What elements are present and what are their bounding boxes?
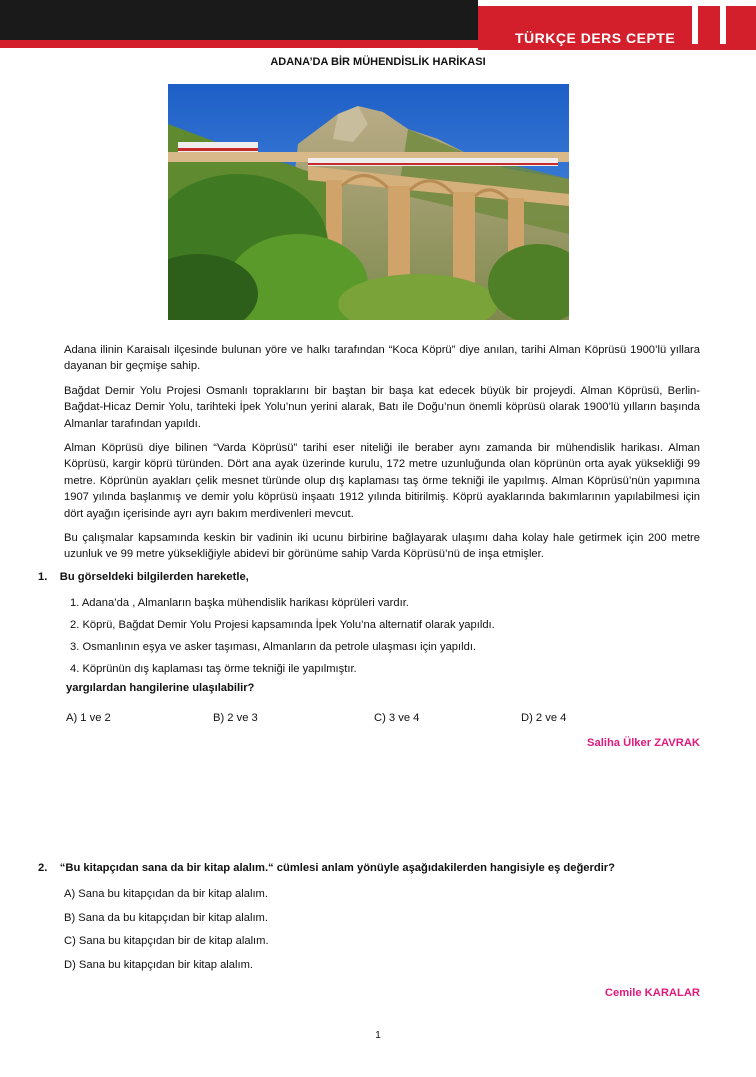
question-stem: Bu görseldeki bilgilerden hareketle, xyxy=(59,571,249,583)
header-divider xyxy=(478,0,756,6)
question-1-stem xyxy=(38,571,249,583)
question-stem: “Bu kitapçıdan sana da bir kitap alalım.“ cümlesi anlam yönüyle aşağıdakilerden hangisiyle eş değerdir? xyxy=(59,862,615,874)
question-2-options xyxy=(64,883,269,977)
list-item: 2. Köprü, Bağdat Demir Yolu Projesi kapsamında İpek Yolu’na alternatif olarak yapıldı. xyxy=(70,619,495,631)
header-bar xyxy=(0,0,478,40)
brand-title: TÜRKÇE DERS CEPTE xyxy=(515,30,676,46)
article-paragraph: Adana ilinin Karaisalı ilçesinde bulunan yöre ve halkı tarafından “Koca Köprü” diye anılan, tarihi Alman Köprüsü 1900’lü yıllara dayanan bir geçmişe sahip. xyxy=(64,344,700,373)
option-a[interactable]: A) 1 ve 2 xyxy=(66,712,111,724)
option-a[interactable]: A) Sana bu kitapçıdan da bir kitap alalım. xyxy=(64,888,268,900)
question-2-stem xyxy=(38,862,615,874)
page-number: 1 xyxy=(375,1030,381,1041)
option-d[interactable]: D) Sana bu kitapçıdan bir kitap alalım. xyxy=(64,958,254,971)
option-b[interactable]: B) 2 ve 3 xyxy=(213,712,258,724)
article-paragraph: Bağdat Demir Yolu Projesi Osmanlı topraklarını bir baştan bir başa kat edecek büyük bir projeydi. Alman Köprüsü, Berlin-Bağdat-Hicaz Demir Yolu, tarihteki İpek Yolu’nun yerini alarak, Batı ile Doğu’nun önemli köprüsü olarak 1900’lü yılların başında Almanlar tarafından yapıldı. xyxy=(64,384,700,430)
article-body xyxy=(64,342,700,571)
question-2-author: Cemile KARALAR xyxy=(604,987,700,999)
header-notch xyxy=(720,0,726,44)
option-c[interactable]: C) 3 ve 4 xyxy=(374,712,420,724)
option-d[interactable]: D) 2 ve 4 xyxy=(521,712,567,724)
document-title: ADANA’DA BİR MÜHENDİSLİK HARİKASI xyxy=(270,56,486,68)
article-paragraph: Alman Köprüsü diye bilinen “Varda Köprüsü” tarihi eser niteliği ile beraber aynı zamanda bir mühendislik harikası. Alman Köprüsü, kargir köprü türünden. Dört ana ayak üzerinde kurulu, 172 metre uzunluğunda olan köprünün orta ayak yüksekliği 99 metre. Köprünün ayakları çelik mesnet türünde olup dış kaplaması taş örme tekniği ile yapılmış. Alman Köprüsü’nün yapımına 1907 yılında başlanmış ve demir yolu köprüsü inşaatı 1912 yılında bitirilmiş. Köprü ayaklarında bakımlarının yapılabilmesi için dört ayağın içerisinde ayrı ayrı bakım merdivenleri mevcut. xyxy=(64,442,700,520)
header-red-line xyxy=(0,40,478,48)
question-1-items xyxy=(70,592,495,680)
option-b[interactable]: B) Sana da bu kitapçıdan bir kitap alalım. xyxy=(64,911,268,924)
list-item: 3. Osmanlının eşya ve asker taşıması, Almanların da petrole ulaşması için yapıldı. xyxy=(70,641,477,653)
question-number: 1. xyxy=(38,571,48,583)
list-item: 4. Köprünün dış kaplaması taş örme tekniği ile yapılmıştır. xyxy=(70,663,357,675)
question-number: 2. xyxy=(38,862,48,874)
question-1-author: Saliha Ülker ZAVRAK xyxy=(587,737,700,749)
question-1-prompt: yargılardan hangilerine ulaşılabilir? xyxy=(66,682,255,694)
option-c[interactable]: C) Sana bu kitapçıdan bir de kitap alalım. xyxy=(64,935,269,947)
header-notch xyxy=(692,0,698,44)
article-paragraph: Bu çalışmalar kapsamında keskin bir vadinin iki ucunu birbirine bağlayarak ulaşımı daha kolay hale getirmek için 200 metre uzunluk ve 99 metre yüksekliğiyle abidevi bir görünüme sahip Varda Köprüsü’nü de inşa etmişler. xyxy=(64,532,700,561)
bridge-photo xyxy=(168,84,569,320)
list-item: 1. Adana’da , Almanların başka mühendislik harikası köprüleri vardır. xyxy=(70,597,409,609)
